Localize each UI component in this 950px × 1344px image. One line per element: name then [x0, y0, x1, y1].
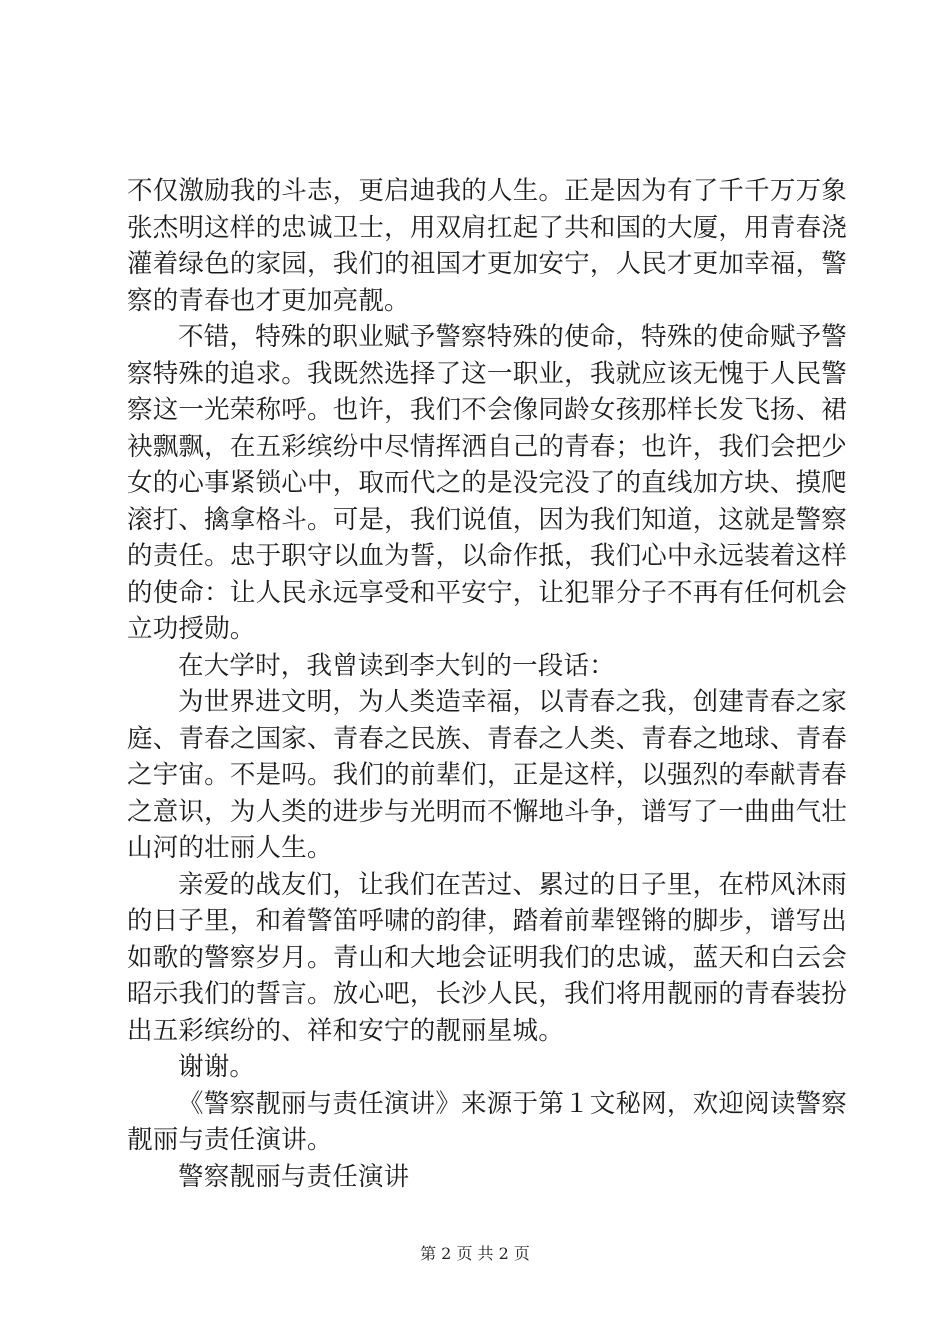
paragraph-6: 谢谢。 [178, 1052, 256, 1082]
paragraph-5: 亲爱的战友们，让我们在苦过、累过的日子里，在栉风沐雨的日子里，和着警笛呼啸的韵律，踏着前辈铿锵的脚步，谱写出如歌的警察岁月。青山和大地会证明我们的忠诚，蓝天和白云会昭示我们的誓言。放心吧，长沙人民，我们将用靓丽的青春装扮出五彩缤纷的、祥和安宁的靓丽星城。 [127, 869, 847, 1046]
paragraph-3: 在大学时，我曾读到李大钊的一段话： [178, 650, 615, 681]
page-number-footer: 第 2 页 共 2 页 [420, 1244, 530, 1263]
paragraph-7: 《警察靓丽与责任演讲》来源于第１文秘网，欢迎阅读警察靓丽与责任演讲。 [127, 1088, 847, 1155]
paragraph-4: 为世界进文明，为人类造幸福，以青春之我，创建青春之家庭、青春之国家、青春之民族、青春之人类、青春之地球、青春之宇宙。不是吗。我们的前辈们，正是这样，以强烈的奉献青春之意识，为人类的进步与光明而不懈地斗争，谱写了一曲曲气壮山河的壮丽人生。 [127, 687, 847, 863]
document-body [127, 173, 847, 1195]
paragraph-1: 不仅激励我的斗志，更启迪我的人生。正是因为有了千千万万象张杰明这样的忠诚卫士，用双肩扛起了共和国的大厦，用青春浇灌着绿色的家园，我们的祖国才更加安宁，人民才更加幸福，警察的青春也才更加亮靓。 [127, 176, 847, 316]
paragraph-8: 警察靓丽与责任演讲 [178, 1161, 410, 1192]
paragraph-2: 不错，特殊的职业赋予警察特殊的使命，特殊的使命赋予警察特殊的追求。我既然选择了这一职业，我就应该无愧于人民警察这一光荣称呼。也许，我们不会像同龄女孩那样长发飞扬、裙袂飘飘，在五彩缤纷中尽情挥洒自己的青春；也许，我们会把少女的心事紧锁心中，取而代之的是没完没了的直线加方块、摸爬滚打、擒拿格斗。可是，我们说值，因为我们知道，这就是警察的责任。忠于职守以血为誓，以命作抵，我们心中永远装着这样的使命：让人民永远享受和平安宁，让犯罪分子不再有任何机会立功授勋。 [127, 322, 847, 644]
